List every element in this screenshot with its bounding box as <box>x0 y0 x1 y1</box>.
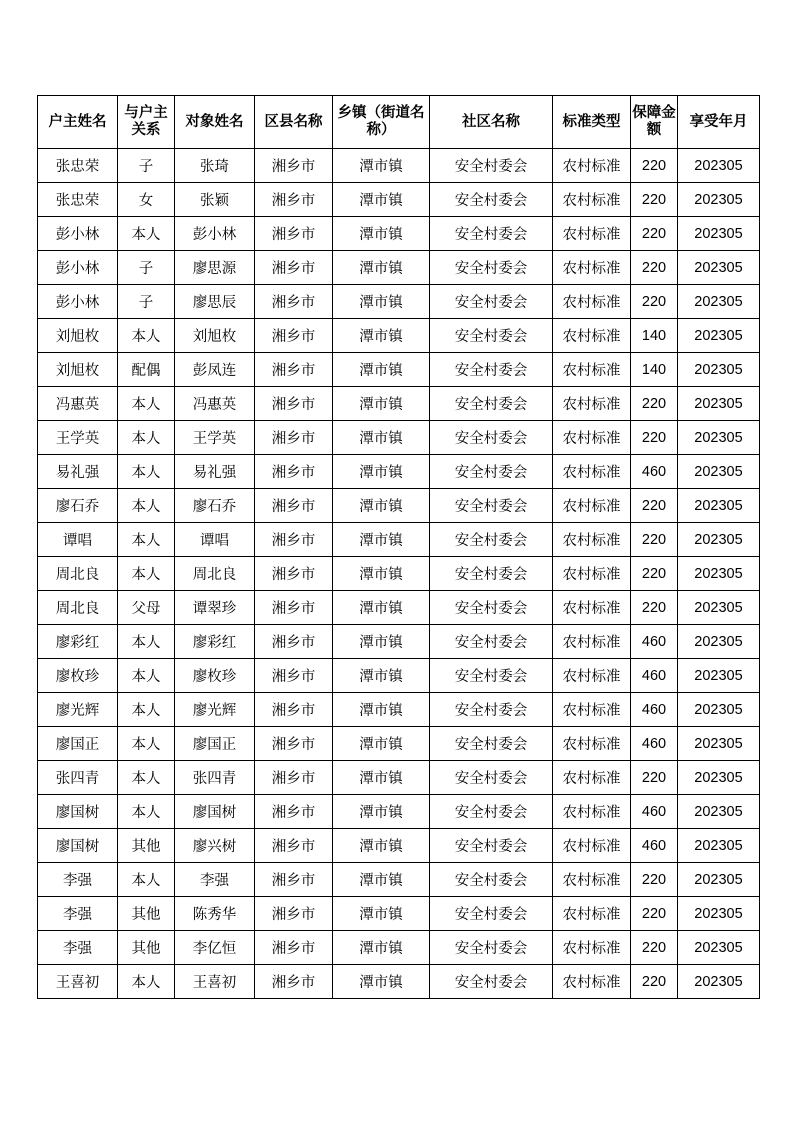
relation-cell: 其他 <box>118 829 175 863</box>
township-cell: 潭市镇 <box>333 455 430 489</box>
month-cell: 202305 <box>678 183 760 217</box>
relation-cell: 本人 <box>118 489 175 523</box>
month-cell: 202305 <box>678 319 760 353</box>
header-township: 乡镇（街道名称） <box>333 96 430 149</box>
relation-cell: 女 <box>118 183 175 217</box>
township-cell: 潭市镇 <box>333 557 430 591</box>
recipient-name-cell: 廖国树 <box>175 795 255 829</box>
standard-type-cell: 农村标准 <box>553 421 631 455</box>
month-cell: 202305 <box>678 625 760 659</box>
month-cell: 202305 <box>678 829 760 863</box>
county-cell: 湘乡市 <box>255 863 333 897</box>
township-cell: 潭市镇 <box>333 761 430 795</box>
table-row <box>38 931 760 965</box>
household-head-cell: 李强 <box>38 931 118 965</box>
community-cell: 安全村委会 <box>430 251 553 285</box>
table-row <box>38 591 760 625</box>
standard-type-cell: 农村标准 <box>553 897 631 931</box>
county-cell: 湘乡市 <box>255 625 333 659</box>
township-cell: 潭市镇 <box>333 149 430 183</box>
standard-type-cell: 农村标准 <box>553 251 631 285</box>
table-row <box>38 183 760 217</box>
relation-cell: 本人 <box>118 795 175 829</box>
amount-cell: 220 <box>631 149 678 183</box>
table-row <box>38 217 760 251</box>
recipient-name-cell: 廖国正 <box>175 727 255 761</box>
household-head-cell: 廖光辉 <box>38 693 118 727</box>
relation-cell: 本人 <box>118 217 175 251</box>
month-cell: 202305 <box>678 353 760 387</box>
standard-type-cell: 农村标准 <box>553 795 631 829</box>
table-row <box>38 353 760 387</box>
county-cell: 湘乡市 <box>255 693 333 727</box>
household-head-cell: 廖彩红 <box>38 625 118 659</box>
relation-cell: 本人 <box>118 387 175 421</box>
household-head-cell: 廖石乔 <box>38 489 118 523</box>
header-household-head: 户主姓名 <box>38 96 118 149</box>
county-cell: 湘乡市 <box>255 455 333 489</box>
township-cell: 潭市镇 <box>333 387 430 421</box>
month-cell: 202305 <box>678 591 760 625</box>
county-cell: 湘乡市 <box>255 557 333 591</box>
household-head-cell: 刘旭枚 <box>38 353 118 387</box>
township-cell: 潭市镇 <box>333 863 430 897</box>
standard-type-cell: 农村标准 <box>553 557 631 591</box>
household-head-cell: 廖国树 <box>38 795 118 829</box>
table-row <box>38 795 760 829</box>
standard-type-cell: 农村标准 <box>553 319 631 353</box>
community-cell: 安全村委会 <box>430 829 553 863</box>
standard-type-cell: 农村标准 <box>553 965 631 999</box>
township-cell: 潭市镇 <box>333 965 430 999</box>
month-cell: 202305 <box>678 455 760 489</box>
header-community: 社区名称 <box>430 96 553 149</box>
month-cell: 202305 <box>678 421 760 455</box>
table-header-row <box>38 96 760 149</box>
relation-cell: 本人 <box>118 625 175 659</box>
recipient-name-cell: 彭小林 <box>175 217 255 251</box>
recipient-name-cell: 张颖 <box>175 183 255 217</box>
county-cell: 湘乡市 <box>255 829 333 863</box>
amount-cell: 220 <box>631 557 678 591</box>
amount-cell: 460 <box>631 829 678 863</box>
amount-cell: 460 <box>631 625 678 659</box>
amount-cell: 460 <box>631 795 678 829</box>
community-cell: 安全村委会 <box>430 353 553 387</box>
community-cell: 安全村委会 <box>430 625 553 659</box>
relation-cell: 子 <box>118 285 175 319</box>
recipient-name-cell: 张四青 <box>175 761 255 795</box>
table-row <box>38 863 760 897</box>
table-row <box>38 319 760 353</box>
standard-type-cell: 农村标准 <box>553 183 631 217</box>
county-cell: 湘乡市 <box>255 149 333 183</box>
household-head-cell: 张四青 <box>38 761 118 795</box>
household-head-cell: 刘旭枚 <box>38 319 118 353</box>
month-cell: 202305 <box>678 149 760 183</box>
household-head-cell: 李强 <box>38 897 118 931</box>
relation-cell: 本人 <box>118 523 175 557</box>
township-cell: 潭市镇 <box>333 829 430 863</box>
household-head-cell: 李强 <box>38 863 118 897</box>
county-cell: 湘乡市 <box>255 523 333 557</box>
relation-cell: 其他 <box>118 931 175 965</box>
standard-type-cell: 农村标准 <box>553 863 631 897</box>
community-cell: 安全村委会 <box>430 965 553 999</box>
assistance-table <box>37 95 760 999</box>
household-head-cell: 廖国树 <box>38 829 118 863</box>
table-row <box>38 285 760 319</box>
recipient-name-cell: 王喜初 <box>175 965 255 999</box>
amount-cell: 220 <box>631 931 678 965</box>
community-cell: 安全村委会 <box>430 523 553 557</box>
relation-cell: 本人 <box>118 319 175 353</box>
county-cell: 湘乡市 <box>255 727 333 761</box>
township-cell: 潭市镇 <box>333 489 430 523</box>
county-cell: 湘乡市 <box>255 319 333 353</box>
month-cell: 202305 <box>678 931 760 965</box>
recipient-name-cell: 廖思辰 <box>175 285 255 319</box>
amount-cell: 220 <box>631 761 678 795</box>
relation-cell: 本人 <box>118 761 175 795</box>
table-row <box>38 625 760 659</box>
table-row <box>38 897 760 931</box>
community-cell: 安全村委会 <box>430 455 553 489</box>
table-row <box>38 965 760 999</box>
relation-cell: 本人 <box>118 557 175 591</box>
table-row <box>38 523 760 557</box>
table-row <box>38 149 760 183</box>
community-cell: 安全村委会 <box>430 761 553 795</box>
standard-type-cell: 农村标准 <box>553 489 631 523</box>
household-head-cell: 彭小林 <box>38 251 118 285</box>
month-cell: 202305 <box>678 523 760 557</box>
township-cell: 潭市镇 <box>333 523 430 557</box>
header-month: 享受年月 <box>678 96 760 149</box>
township-cell: 潭市镇 <box>333 319 430 353</box>
amount-cell: 460 <box>631 693 678 727</box>
amount-cell: 460 <box>631 455 678 489</box>
amount-cell: 220 <box>631 523 678 557</box>
community-cell: 安全村委会 <box>430 149 553 183</box>
month-cell: 202305 <box>678 863 760 897</box>
month-cell: 202305 <box>678 761 760 795</box>
recipient-name-cell: 李强 <box>175 863 255 897</box>
relation-cell: 本人 <box>118 693 175 727</box>
township-cell: 潭市镇 <box>333 421 430 455</box>
county-cell: 湘乡市 <box>255 353 333 387</box>
recipient-name-cell: 廖彩红 <box>175 625 255 659</box>
standard-type-cell: 农村标准 <box>553 387 631 421</box>
community-cell: 安全村委会 <box>430 659 553 693</box>
recipient-name-cell: 廖兴树 <box>175 829 255 863</box>
county-cell: 湘乡市 <box>255 421 333 455</box>
recipient-name-cell: 廖枚珍 <box>175 659 255 693</box>
table-row <box>38 557 760 591</box>
community-cell: 安全村委会 <box>430 217 553 251</box>
household-head-cell: 张忠荣 <box>38 183 118 217</box>
recipient-name-cell: 李亿恒 <box>175 931 255 965</box>
community-cell: 安全村委会 <box>430 727 553 761</box>
relation-cell: 配偶 <box>118 353 175 387</box>
month-cell: 202305 <box>678 693 760 727</box>
county-cell: 湘乡市 <box>255 285 333 319</box>
community-cell: 安全村委会 <box>430 795 553 829</box>
recipient-name-cell: 谭唱 <box>175 523 255 557</box>
community-cell: 安全村委会 <box>430 591 553 625</box>
township-cell: 潭市镇 <box>333 285 430 319</box>
table-row <box>38 829 760 863</box>
header-relation: 与户主关系 <box>118 96 175 149</box>
table-row <box>38 659 760 693</box>
relation-cell: 本人 <box>118 659 175 693</box>
document-page <box>37 95 760 999</box>
community-cell: 安全村委会 <box>430 421 553 455</box>
header-recipient-name: 对象姓名 <box>175 96 255 149</box>
amount-cell: 220 <box>631 489 678 523</box>
month-cell: 202305 <box>678 217 760 251</box>
standard-type-cell: 农村标准 <box>553 693 631 727</box>
header-amount: 保障金额 <box>631 96 678 149</box>
month-cell: 202305 <box>678 285 760 319</box>
standard-type-cell: 农村标准 <box>553 931 631 965</box>
month-cell: 202305 <box>678 897 760 931</box>
community-cell: 安全村委会 <box>430 931 553 965</box>
standard-type-cell: 农村标准 <box>553 591 631 625</box>
recipient-name-cell: 冯惠英 <box>175 387 255 421</box>
county-cell: 湘乡市 <box>255 795 333 829</box>
standard-type-cell: 农村标准 <box>553 455 631 489</box>
household-head-cell: 彭小林 <box>38 217 118 251</box>
recipient-name-cell: 廖石乔 <box>175 489 255 523</box>
community-cell: 安全村委会 <box>430 489 553 523</box>
amount-cell: 220 <box>631 387 678 421</box>
relation-cell: 子 <box>118 251 175 285</box>
recipient-name-cell: 张琦 <box>175 149 255 183</box>
standard-type-cell: 农村标准 <box>553 149 631 183</box>
county-cell: 湘乡市 <box>255 591 333 625</box>
relation-cell: 其他 <box>118 897 175 931</box>
amount-cell: 460 <box>631 727 678 761</box>
standard-type-cell: 农村标准 <box>553 523 631 557</box>
month-cell: 202305 <box>678 251 760 285</box>
township-cell: 潭市镇 <box>333 217 430 251</box>
relation-cell: 父母 <box>118 591 175 625</box>
amount-cell: 220 <box>631 965 678 999</box>
relation-cell: 本人 <box>118 965 175 999</box>
township-cell: 潭市镇 <box>333 693 430 727</box>
month-cell: 202305 <box>678 727 760 761</box>
month-cell: 202305 <box>678 659 760 693</box>
relation-cell: 本人 <box>118 455 175 489</box>
county-cell: 湘乡市 <box>255 183 333 217</box>
amount-cell: 220 <box>631 285 678 319</box>
household-head-cell: 冯惠英 <box>38 387 118 421</box>
month-cell: 202305 <box>678 557 760 591</box>
household-head-cell: 廖枚珍 <box>38 659 118 693</box>
recipient-name-cell: 廖光辉 <box>175 693 255 727</box>
household-head-cell: 周北良 <box>38 557 118 591</box>
household-head-cell: 周北良 <box>38 591 118 625</box>
household-head-cell: 彭小林 <box>38 285 118 319</box>
relation-cell: 本人 <box>118 727 175 761</box>
township-cell: 潭市镇 <box>333 183 430 217</box>
recipient-name-cell: 彭凤连 <box>175 353 255 387</box>
household-head-cell: 王学英 <box>38 421 118 455</box>
amount-cell: 140 <box>631 353 678 387</box>
header-county: 区县名称 <box>255 96 333 149</box>
recipient-name-cell: 周北良 <box>175 557 255 591</box>
standard-type-cell: 农村标准 <box>553 217 631 251</box>
township-cell: 潭市镇 <box>333 659 430 693</box>
table-body <box>38 149 760 999</box>
township-cell: 潭市镇 <box>333 931 430 965</box>
standard-type-cell: 农村标准 <box>553 727 631 761</box>
standard-type-cell: 农村标准 <box>553 761 631 795</box>
community-cell: 安全村委会 <box>430 557 553 591</box>
household-head-cell: 张忠荣 <box>38 149 118 183</box>
table-row <box>38 251 760 285</box>
amount-cell: 220 <box>631 591 678 625</box>
township-cell: 潭市镇 <box>333 727 430 761</box>
county-cell: 湘乡市 <box>255 761 333 795</box>
relation-cell: 本人 <box>118 421 175 455</box>
table-row <box>38 693 760 727</box>
table-row <box>38 727 760 761</box>
table-row <box>38 455 760 489</box>
recipient-name-cell: 陈秀华 <box>175 897 255 931</box>
table-row <box>38 489 760 523</box>
table-row <box>38 761 760 795</box>
household-head-cell: 廖国正 <box>38 727 118 761</box>
relation-cell: 本人 <box>118 863 175 897</box>
month-cell: 202305 <box>678 965 760 999</box>
community-cell: 安全村委会 <box>430 897 553 931</box>
county-cell: 湘乡市 <box>255 489 333 523</box>
township-cell: 潭市镇 <box>333 591 430 625</box>
relation-cell: 子 <box>118 149 175 183</box>
community-cell: 安全村委会 <box>430 863 553 897</box>
standard-type-cell: 农村标准 <box>553 829 631 863</box>
household-head-cell: 王喜初 <box>38 965 118 999</box>
county-cell: 湘乡市 <box>255 965 333 999</box>
recipient-name-cell: 易礼强 <box>175 455 255 489</box>
header-standard-type: 标准类型 <box>553 96 631 149</box>
standard-type-cell: 农村标准 <box>553 285 631 319</box>
community-cell: 安全村委会 <box>430 183 553 217</box>
township-cell: 潭市镇 <box>333 625 430 659</box>
amount-cell: 220 <box>631 863 678 897</box>
month-cell: 202305 <box>678 489 760 523</box>
month-cell: 202305 <box>678 795 760 829</box>
county-cell: 湘乡市 <box>255 387 333 421</box>
township-cell: 潭市镇 <box>333 795 430 829</box>
recipient-name-cell: 王学英 <box>175 421 255 455</box>
township-cell: 潭市镇 <box>333 897 430 931</box>
household-head-cell: 谭唱 <box>38 523 118 557</box>
standard-type-cell: 农村标准 <box>553 625 631 659</box>
amount-cell: 460 <box>631 659 678 693</box>
community-cell: 安全村委会 <box>430 387 553 421</box>
standard-type-cell: 农村标准 <box>553 353 631 387</box>
recipient-name-cell: 谭翠珍 <box>175 591 255 625</box>
amount-cell: 220 <box>631 183 678 217</box>
household-head-cell: 易礼强 <box>38 455 118 489</box>
county-cell: 湘乡市 <box>255 659 333 693</box>
amount-cell: 220 <box>631 217 678 251</box>
county-cell: 湘乡市 <box>255 931 333 965</box>
table-row <box>38 387 760 421</box>
county-cell: 湘乡市 <box>255 897 333 931</box>
month-cell: 202305 <box>678 387 760 421</box>
recipient-name-cell: 刘旭枚 <box>175 319 255 353</box>
community-cell: 安全村委会 <box>430 693 553 727</box>
community-cell: 安全村委会 <box>430 285 553 319</box>
recipient-name-cell: 廖思源 <box>175 251 255 285</box>
standard-type-cell: 农村标准 <box>553 659 631 693</box>
amount-cell: 220 <box>631 251 678 285</box>
county-cell: 湘乡市 <box>255 217 333 251</box>
amount-cell: 220 <box>631 897 678 931</box>
township-cell: 潭市镇 <box>333 251 430 285</box>
township-cell: 潭市镇 <box>333 353 430 387</box>
amount-cell: 140 <box>631 319 678 353</box>
table-row <box>38 421 760 455</box>
community-cell: 安全村委会 <box>430 319 553 353</box>
county-cell: 湘乡市 <box>255 251 333 285</box>
amount-cell: 220 <box>631 421 678 455</box>
